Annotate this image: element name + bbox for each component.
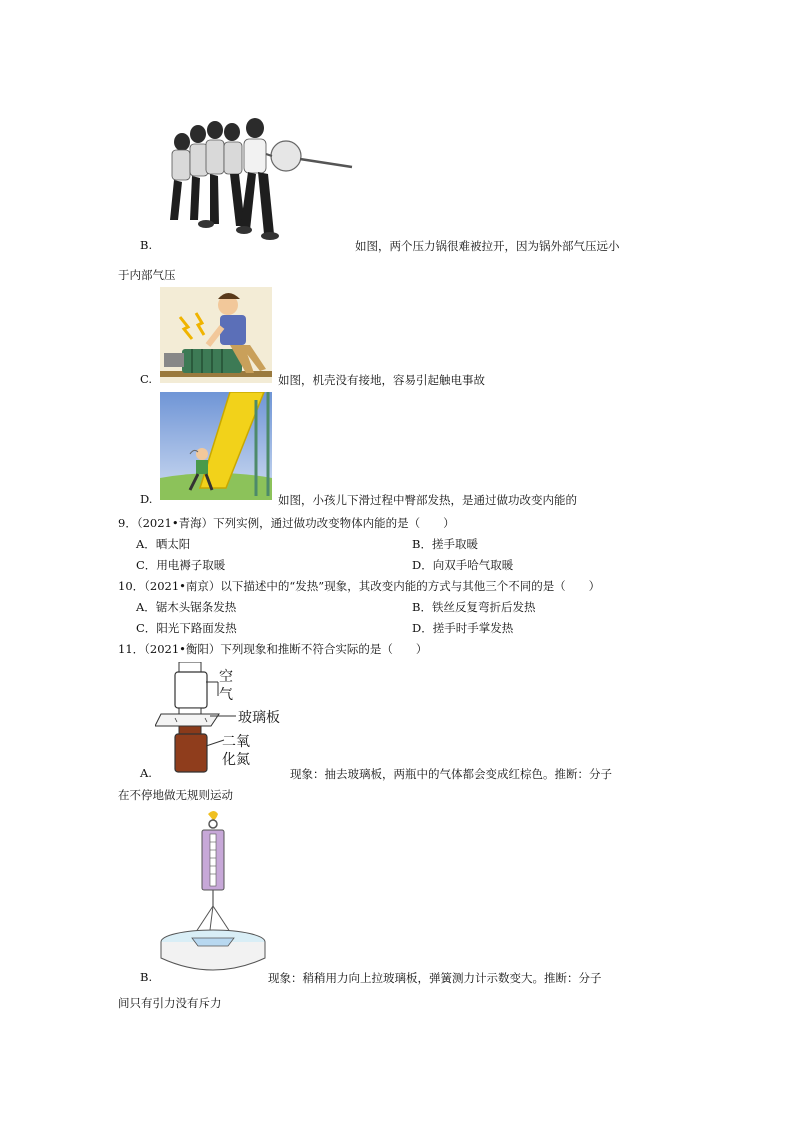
motor-shock-image [160,287,272,383]
option-letter: B． [412,537,432,551]
slide-image [160,392,272,500]
q9-option-c [136,557,225,573]
q8-option-c-letter: C. [140,372,153,386]
tug-of-war-image [160,112,355,244]
option-text: 搓手取暖 [431,537,478,551]
option-letter: D． [412,558,433,572]
q10-stem: 10．（2021•南京）以下描述中的“发热”现象，其改变内能的方式与其他三个不同的是（ ） [118,579,601,593]
option-letter: C． [136,558,157,572]
q11-option-a-letter: A. [140,766,152,780]
label-no2-line1: 二氧 [222,733,250,749]
option-text: 搓手时手掌发热 [432,621,514,635]
q9-stem: 9．（2021•青海）下列实例，通过做功改变物体内能的是（ ） [118,516,455,530]
option-letter: B． [412,600,432,614]
option-text: 阳光下路面发热 [156,621,237,635]
q10-option-c [136,620,237,636]
q11-option-b-text: 现象：稍稍用力向上拉玻璃板，弹簧测力计示数变大。推断：分子 [268,971,602,985]
option-letter: A． [136,537,156,551]
q11-stem: 11．（2021•衡阳）下列现象和推断不符合实际的是（ ） [118,642,428,656]
label-no2-line2: 化氮 [222,751,250,767]
option-letter: C． [136,621,157,635]
q11-option-b-letter: B. [140,970,153,984]
q10-option-a [136,599,236,615]
option-text: 用电褥子取暖 [156,558,226,572]
q11-option-b-text-continued: 间只有引力没有斥力 [118,996,222,1010]
q11-option-a-text: 现象：抽去玻璃板，两瓶中的气体都会变成红棕色。推断：分子 [290,767,612,781]
q8-option-b-text-continued: 于内部气压 [118,268,176,282]
label-glass-plate: 玻璃板 [238,709,280,725]
q11-option-a-text-continued: 在不停地做无规则运动 [118,788,233,802]
q10-option-b [412,599,535,615]
q9-option-d [412,557,513,573]
label-air-top: 空 [219,668,233,684]
q8-option-b-text: 如图，两个压力锅很难被拉开，因为锅外部气压远小 [355,239,620,253]
option-letter: D． [412,621,433,635]
q9-option-a [136,536,190,552]
label-air-bottom: 气 [219,686,233,702]
q8-option-b-letter: B. [140,238,153,252]
q8-option-c-text: 如图，机壳没有接地，容易引起触电事故 [278,373,485,387]
q8-option-d-text: 如图，小孩儿下滑过程中臀部发热，是通过做功改变内能的 [278,493,577,507]
option-letter: A． [136,600,156,614]
option-text: 铁丝反复弯折后发热 [431,600,536,614]
option-text: 向双手哈气取暖 [432,558,514,572]
option-text: 锯木头锯条发热 [155,600,237,614]
q8-option-d-letter: D. [140,492,153,506]
spring-scale-image [158,810,268,978]
option-text: 晒太阳 [155,537,191,551]
q10-option-d [412,620,513,636]
q9-option-b [412,536,478,552]
